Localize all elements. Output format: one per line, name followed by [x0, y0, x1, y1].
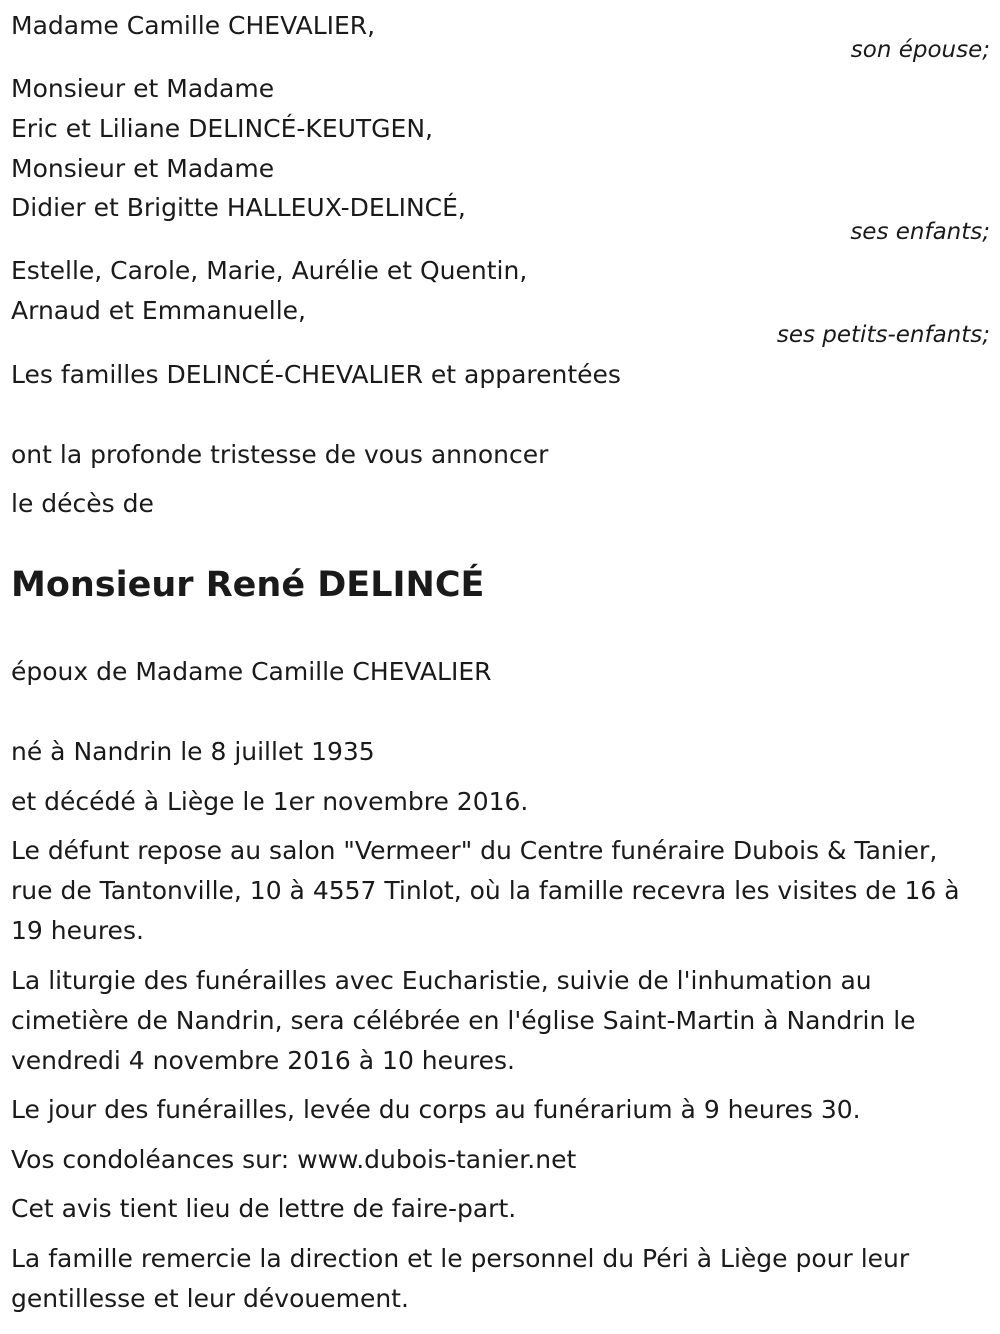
children-line-3: Monsieur et Madame: [11, 154, 275, 183]
families-line: Les familles DELINCÉ-CHEVALIER et apparentées: [11, 360, 621, 389]
deceased-name: Monsieur René DELINCÉ: [11, 565, 485, 605]
repose-paragraph: Le défunt repose au salon "Vermeer" du Centre funéraire Dubois & Tanier, rue de Tantonville, 10 à 4557 Tinlot, où la famille recevra les visites de 16 à 19 heures.: [11, 836, 960, 945]
grandchildren-role: ses petits-enfants;: [776, 322, 990, 348]
children-line-4: Didier et Brigitte HALLEUX-DELINCÉ,: [11, 193, 466, 222]
levee-line: Le jour des funérailles, levée du corps au funérarium à 9 heures 30.: [11, 1095, 861, 1124]
children-line-1: Monsieur et Madame: [11, 74, 275, 103]
children-line-2: Eric et Liliane DELINCÉ-KEUTGEN,: [11, 114, 433, 143]
announcement-line-1: ont la profonde tristesse de vous annoncer: [11, 440, 549, 469]
condolences-line: Vos condoléances sur: www.dubois-tanier.net: [11, 1145, 577, 1174]
announcement-line-2: le décès de: [11, 489, 154, 518]
liturgy-paragraph: La liturgie des funérailles avec Eucharistie, suivie de l'inhumation au cimetière de Nandrin, sera célébrée en l'église Saint-Martin à Nandrin le vendredi 4 novembre 2016 à 10 heures.: [11, 966, 916, 1075]
wife-name: Madame Camille CHEVALIER,: [11, 11, 376, 40]
grandchildren-line-1: Estelle, Carole, Marie, Aurélie et Quentin,: [11, 256, 528, 285]
spouse-line: époux de Madame Camille CHEVALIER: [11, 657, 492, 686]
grandchildren-line-2: Arnaud et Emmanuelle,: [11, 296, 307, 325]
died-line: et décédé à Liège le 1er novembre 2016.: [11, 787, 529, 816]
thanks-paragraph: La famille remercie la direction et le personnel du Péri à Liège pour leur gentillesse et leur dévouement.: [11, 1244, 910, 1313]
children-role: ses enfants;: [850, 219, 990, 245]
born-line: né à Nandrin le 8 juillet 1935: [11, 737, 375, 766]
wife-role: son épouse;: [850, 37, 990, 63]
notice-line: Cet avis tient lieu de lettre de faire-part.: [11, 1194, 517, 1223]
